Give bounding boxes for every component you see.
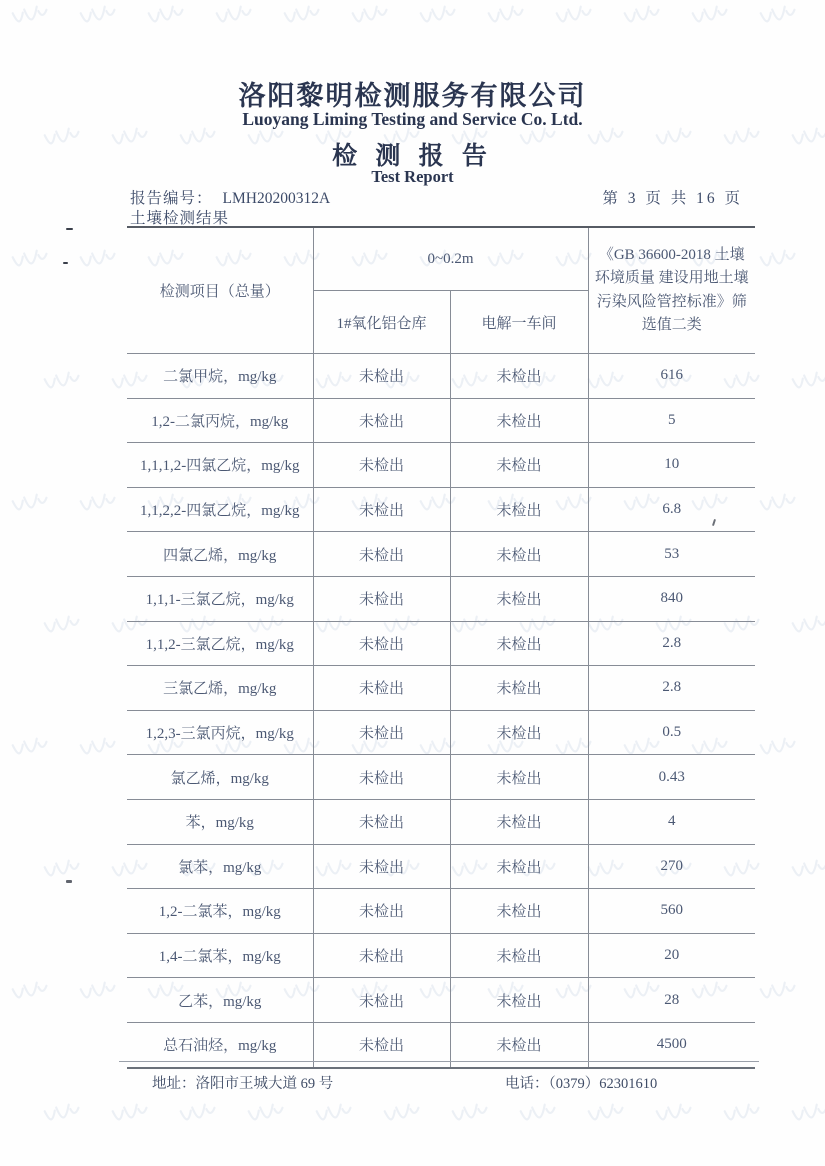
table-row xyxy=(127,889,755,934)
screening-limit: 616 xyxy=(588,354,755,399)
table-header-row-1 xyxy=(127,227,755,291)
screening-limit: 2.8 xyxy=(588,621,755,666)
analyte-name: 总石油烃，mg/kg xyxy=(127,1022,313,1067)
analyte-name: 1,4-二氯苯，mg/kg xyxy=(127,933,313,978)
sample1-result: 未检出 xyxy=(313,443,450,488)
footer-phone xyxy=(505,1072,657,1093)
screening-limit: 4500 xyxy=(588,1022,755,1067)
sample2-result: 未检出 xyxy=(450,621,588,666)
analyte-name: 1,1,1,2-四氯乙烷，mg/kg xyxy=(127,443,313,488)
screening-limit: 53 xyxy=(588,532,755,577)
sample2-result: 未检出 xyxy=(450,933,588,978)
table-row xyxy=(127,755,755,800)
sample1-result: 未检出 xyxy=(313,398,450,443)
analyte-name: 三氯乙烯，mg/kg xyxy=(127,666,313,711)
sample2-result: 未检出 xyxy=(450,576,588,621)
screening-limit: 0.43 xyxy=(588,755,755,800)
sample1-result: 未检出 xyxy=(313,755,450,800)
table-row xyxy=(127,576,755,621)
scan-speck xyxy=(66,880,72,883)
sample1-result: 未检出 xyxy=(313,933,450,978)
standard-column-header: 《GB 36600-2018 土壤环境质量 建设用地土壤污染风险管控标准》筛选值二类 xyxy=(588,227,755,354)
sample2-result: 未检出 xyxy=(450,889,588,934)
screening-limit: 270 xyxy=(588,844,755,889)
table-row xyxy=(127,487,755,532)
sample2-result: 未检出 xyxy=(450,978,588,1023)
sample1-result: 未检出 xyxy=(313,799,450,844)
analyte-name: 1,1,1-三氯乙烷，mg/kg xyxy=(127,576,313,621)
sample1-result: 未检出 xyxy=(313,1022,450,1067)
sample2-result: 未检出 xyxy=(450,532,588,577)
page-indicator: 第 3 页 共 16 页 xyxy=(602,190,743,207)
screening-limit: 5 xyxy=(588,398,755,443)
footer-divider xyxy=(119,1061,759,1062)
report-number-label: 报告编号： xyxy=(130,190,213,207)
table-row xyxy=(127,844,755,889)
screening-limit: 560 xyxy=(588,889,755,934)
sample2-result: 未检出 xyxy=(450,487,588,532)
analyte-name: 二氯甲烷，mg/kg xyxy=(127,354,313,399)
company-name-en: Luoyang Liming Testing and Service Co. Ltd. xyxy=(242,109,583,129)
screening-limit: 6.8 xyxy=(588,487,755,532)
analyte-name: 1,2,3-三氯丙烷，mg/kg xyxy=(127,710,313,755)
sample2-result: 未检出 xyxy=(450,710,588,755)
screening-limit: 840 xyxy=(588,576,755,621)
sample2-result: 未检出 xyxy=(450,1022,588,1067)
table-row xyxy=(127,398,755,443)
sample2-result: 未检出 xyxy=(450,755,588,800)
table-row xyxy=(127,621,755,666)
screening-limit: 2.8 xyxy=(588,666,755,711)
sample1-result: 未检出 xyxy=(313,710,450,755)
screening-limit: 0.5 xyxy=(588,710,755,755)
sample2-result: 未检出 xyxy=(450,666,588,711)
sample1-result: 未检出 xyxy=(313,487,450,532)
analyte-name: 1,2-二氯苯，mg/kg xyxy=(127,889,313,934)
table-row xyxy=(127,978,755,1023)
screening-limit: 20 xyxy=(588,933,755,978)
scan-speck xyxy=(66,228,73,230)
item-column-header: 检测项目（总量） xyxy=(127,227,313,354)
table-row xyxy=(127,443,755,488)
section-title: 土壤检测结果 xyxy=(130,210,230,227)
sample1-result: 未检出 xyxy=(313,354,450,399)
analyte-name: 四氯乙烯，mg/kg xyxy=(127,532,313,577)
depth-header: 0~0.2m xyxy=(313,227,588,291)
sample1-result: 未检出 xyxy=(313,889,450,934)
sample2-result: 未检出 xyxy=(450,844,588,889)
sample1-result: 未检出 xyxy=(313,666,450,711)
scan-speck xyxy=(63,262,68,264)
report-number-value: LMH20200312A xyxy=(222,190,331,207)
phone-value: （0379）62301610 xyxy=(548,1076,658,1092)
report-number xyxy=(130,186,330,208)
sample2-result: 未检出 xyxy=(450,799,588,844)
table-row xyxy=(127,532,755,577)
screening-limit: 4 xyxy=(588,799,755,844)
table-row xyxy=(127,933,755,978)
table-row xyxy=(127,710,755,755)
analyte-name: 氯乙烯，mg/kg xyxy=(127,755,313,800)
report-meta-row xyxy=(130,186,743,208)
company-name-cn: 洛阳黎明检测服务有限公司 xyxy=(238,81,587,111)
address-label: 地址： xyxy=(152,1076,196,1092)
report-title-cn: 检 测 报 告 xyxy=(332,143,493,170)
analyte-name: 1,2-二氯丙烷，mg/kg xyxy=(127,398,313,443)
results-body xyxy=(127,227,755,1068)
sample1-result: 未检出 xyxy=(313,844,450,889)
sample1-result: 未检出 xyxy=(313,532,450,577)
soil-results-table xyxy=(127,226,755,1069)
sample1-result: 未检出 xyxy=(313,621,450,666)
sample1-result: 未检出 xyxy=(313,978,450,1023)
analyte-name: 1,1,2,2-四氯乙烷，mg/kg xyxy=(127,487,313,532)
table-row xyxy=(127,354,755,399)
analyte-name: 氯苯，mg/kg xyxy=(127,844,313,889)
phone-label: 电话： xyxy=(505,1076,549,1092)
analyte-name: 乙苯，mg/kg xyxy=(127,978,313,1023)
analyte-name: 1,1,2-三氯乙烷，mg/kg xyxy=(127,621,313,666)
table-row xyxy=(127,666,755,711)
report-title-en: Test Report xyxy=(371,167,454,186)
sample1-result: 未检出 xyxy=(313,576,450,621)
sample2-result: 未检出 xyxy=(450,354,588,399)
sample1-header: 1#氧化铝仓库 xyxy=(313,291,450,354)
screening-limit: 28 xyxy=(588,978,755,1023)
address-value: 洛阳市王城大道 69 号 xyxy=(195,1076,334,1092)
analyte-name: 苯，mg/kg xyxy=(127,799,313,844)
sample2-result: 未检出 xyxy=(450,398,588,443)
footer-address xyxy=(152,1072,333,1093)
table-row xyxy=(127,799,755,844)
sample2-header: 电解一车间 xyxy=(450,291,588,354)
sample2-result: 未检出 xyxy=(450,443,588,488)
screening-limit: 10 xyxy=(588,443,755,488)
